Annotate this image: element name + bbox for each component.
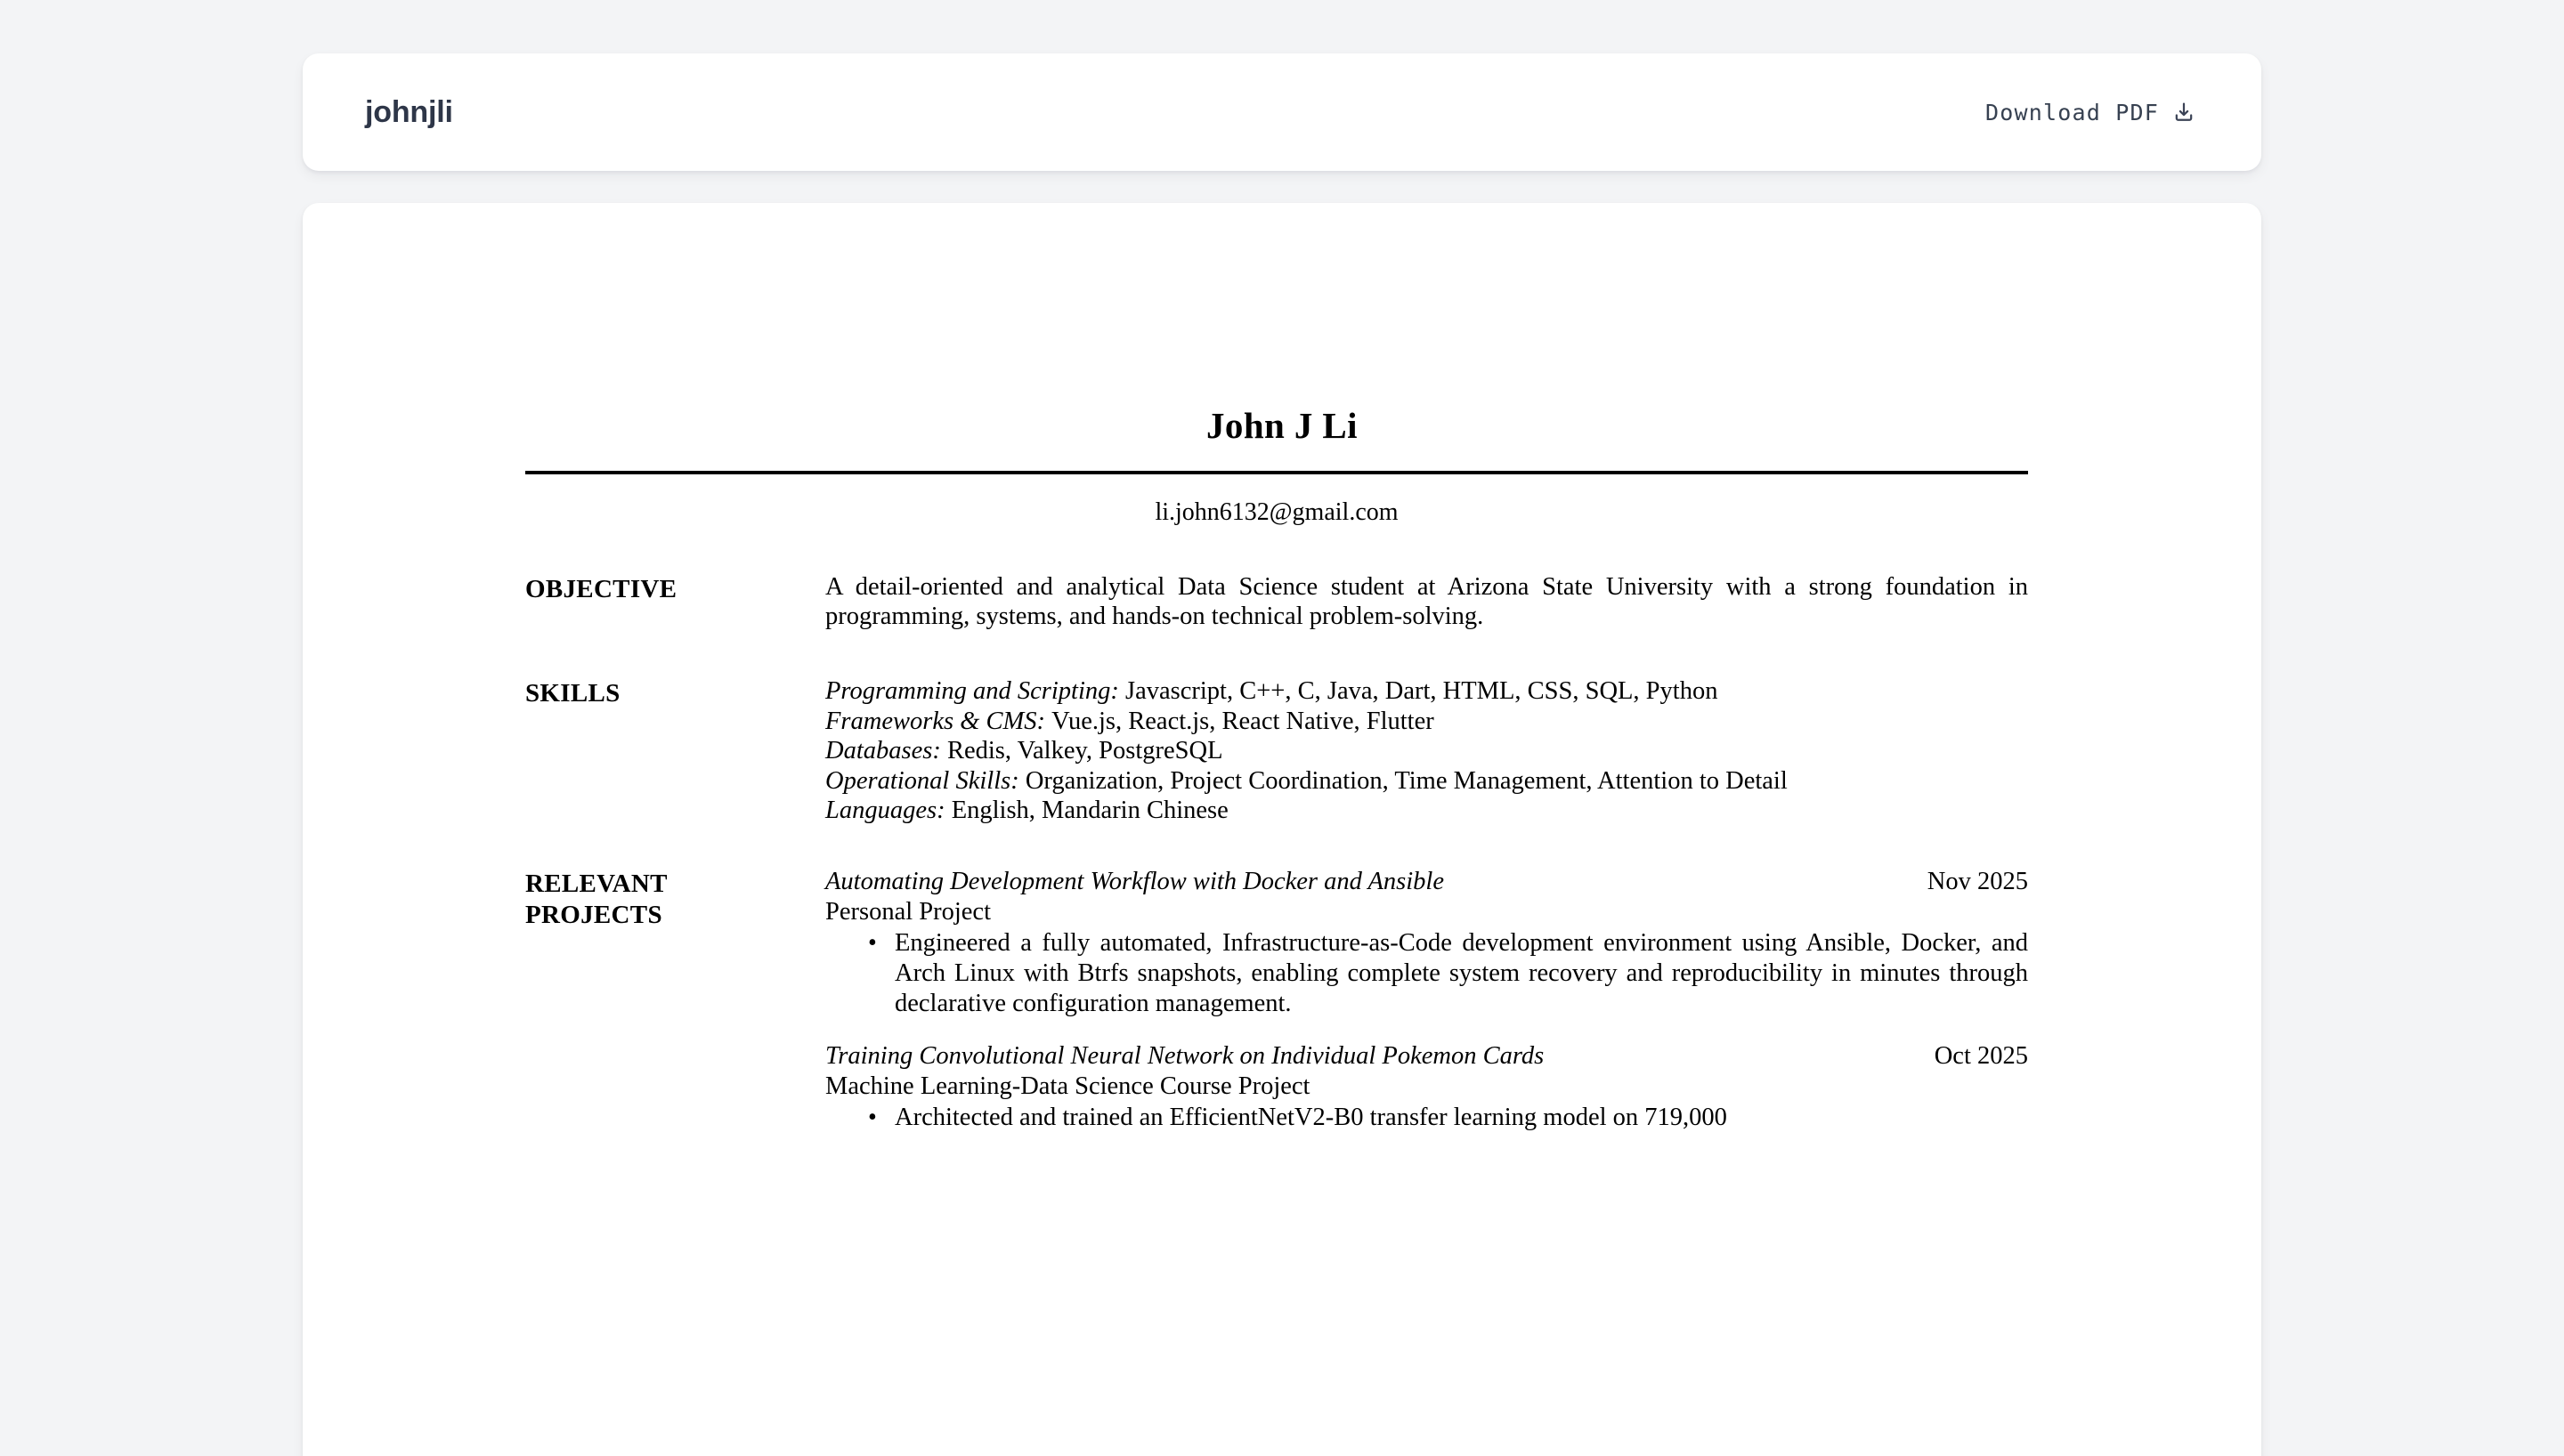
- project-subtitle: Machine Learning-Data Science Course Project: [825, 1072, 1310, 1100]
- project-entry: [825, 1041, 2028, 1133]
- resume-name: John J Li: [1206, 405, 1358, 446]
- skills-row: [825, 707, 2028, 737]
- section-label-line-1: RELEVANT: [525, 870, 668, 899]
- skills-row: [825, 766, 2028, 797]
- section-relevant-projects: [525, 867, 2028, 1133]
- download-pdf-label: Download PDF: [1984, 99, 2159, 125]
- download-tray-icon: [2170, 99, 2197, 125]
- skills-items: English, Mandarin Chinese: [951, 797, 1229, 825]
- skills-items: Javascript, C++, C, Java, Dart, HTML, CSS, SQL, Python: [1124, 676, 1718, 705]
- skills-row: [825, 736, 2028, 766]
- project-title: Automating Development Workflow with Docker and Ansible: [825, 868, 1444, 896]
- project-bullet: • Architected and trained an EfficientNetV2-B0 transfer learning model on 719,000: [895, 1103, 2028, 1133]
- section-label-line-2: PROJECTS: [525, 900, 662, 929]
- section-objective: [525, 572, 2028, 632]
- skills-category: Databases:: [825, 737, 947, 765]
- project-title: Training Convolutional Neural Network on Individual Pokemon Cards: [825, 1042, 1545, 1071]
- project-subtitle: Personal Project: [825, 897, 992, 926]
- skills-category: Operational Skills:: [825, 766, 1026, 795]
- objective-text: A detail-oriented and analytical Data Science student at Arizona State University with a strong foundation in programming, systems, and hands-on technical problem-solving.: [825, 572, 2028, 631]
- resume-sheet: [525, 203, 2039, 1133]
- resume-preview-card: [303, 203, 2261, 1456]
- skills-items: Redis, Valkey, PostgreSQL: [946, 737, 1223, 765]
- skills-row: [825, 676, 2028, 707]
- project-header: [825, 1041, 2028, 1072]
- skills-category: Programming and Scripting:: [825, 676, 1125, 705]
- project-entry: [825, 867, 2028, 1018]
- download-pdf-button[interactable]: [1984, 92, 2199, 133]
- project-date: Oct 2025: [1934, 1042, 2028, 1071]
- skills-items: Organization, Project Coordination, Time Management, Attention to Detail: [1025, 766, 1788, 795]
- project-header: [825, 867, 2028, 897]
- project-bullet: • Engineered a fully automated, Infrastructure-as-Code development environment using Ansible, Docker, and Arch Linux with Btrfs snapshots, enabling complete system recovery and reproducibility in minutes through declarative configuration management.: [895, 928, 2028, 1018]
- project-date: Nov 2025: [1927, 868, 2028, 896]
- section-label-skills: SKILLS: [525, 678, 621, 708]
- resume-header-divider: [525, 471, 2028, 474]
- projects-list: [825, 867, 2028, 1133]
- resume-email: li.john6132@gmail.com: [1155, 498, 1399, 527]
- top-nav-card: [303, 53, 2261, 171]
- section-label-relevant-projects: [525, 867, 825, 1133]
- skills-category: Languages:: [825, 797, 952, 825]
- project-bullets: [825, 928, 2028, 1018]
- skills-list: [825, 676, 2028, 826]
- skills-row: [825, 796, 2028, 826]
- project-bullets: [825, 1103, 2028, 1133]
- brand-logo[interactable]: johnjli: [365, 95, 453, 129]
- skills-items: Vue.js, React.js, React Native, Flutter: [1051, 707, 1434, 735]
- skills-category: Frameworks & CMS:: [825, 707, 1052, 735]
- section-skills: [525, 676, 2028, 826]
- section-label-objective: OBJECTIVE: [525, 574, 678, 603]
